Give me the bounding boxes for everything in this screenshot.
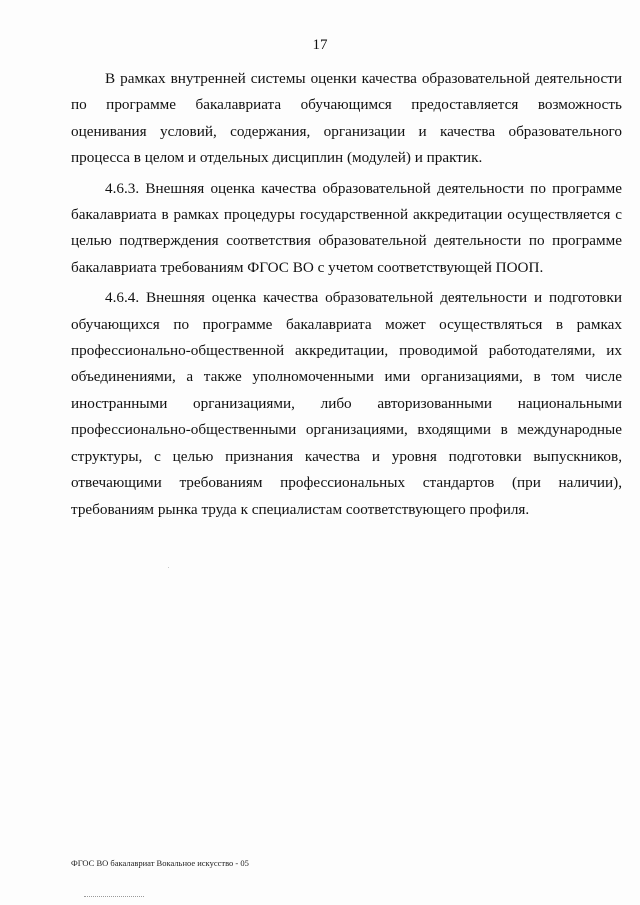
scan-edge-artifact: [84, 896, 144, 898]
paragraph-4-6-4: 4.6.4. Внешняя оценка качества образовательной деятельности и подготовки обучающихся по программе бакалавриата может осуществляться в рамках профессионально-общественной аккредитации, проводимой работодателями, их объединениями, а также уполномоченными ими организациями, в том числе иностранными организациями, либо авторизованными национальными профессионально-общественными организациями, входящими в международные структуры, с целью признания качества и уровня подготовки выпускников, отвечающими требованиям профессиональных стандартов (при наличии), требованиям рынка труда к специалистам соответствующего профиля.: [71, 289, 622, 518]
page-number: 17: [312, 37, 328, 53]
document-body: [71, 66, 622, 527]
paragraph-internal-assessment: В рамках внутренней системы оценки качества образовательной деятельности по программе бакалавриата обучающимся предоставляется возможность оценивания условий, содержания, организации и качества образовательного процесса в целом и отдельных дисциплин (модулей) и практик.: [71, 70, 622, 167]
page-footer: ФГОС ВО бакалавриат Вокальное искусство - 05: [71, 858, 249, 868]
scan-artifact: [168, 567, 169, 568]
paragraph-4-6-3: 4.6.3. Внешняя оценка качества образовательной деятельности по программе бакалавриата в рамках процедуры государственной аккредитации осуществляется с целью подтверждения соответствия образовательной деятельности по программе бакалавриата требованиям ФГОС ВО с учетом соответствующей ПООП.: [71, 179, 622, 276]
